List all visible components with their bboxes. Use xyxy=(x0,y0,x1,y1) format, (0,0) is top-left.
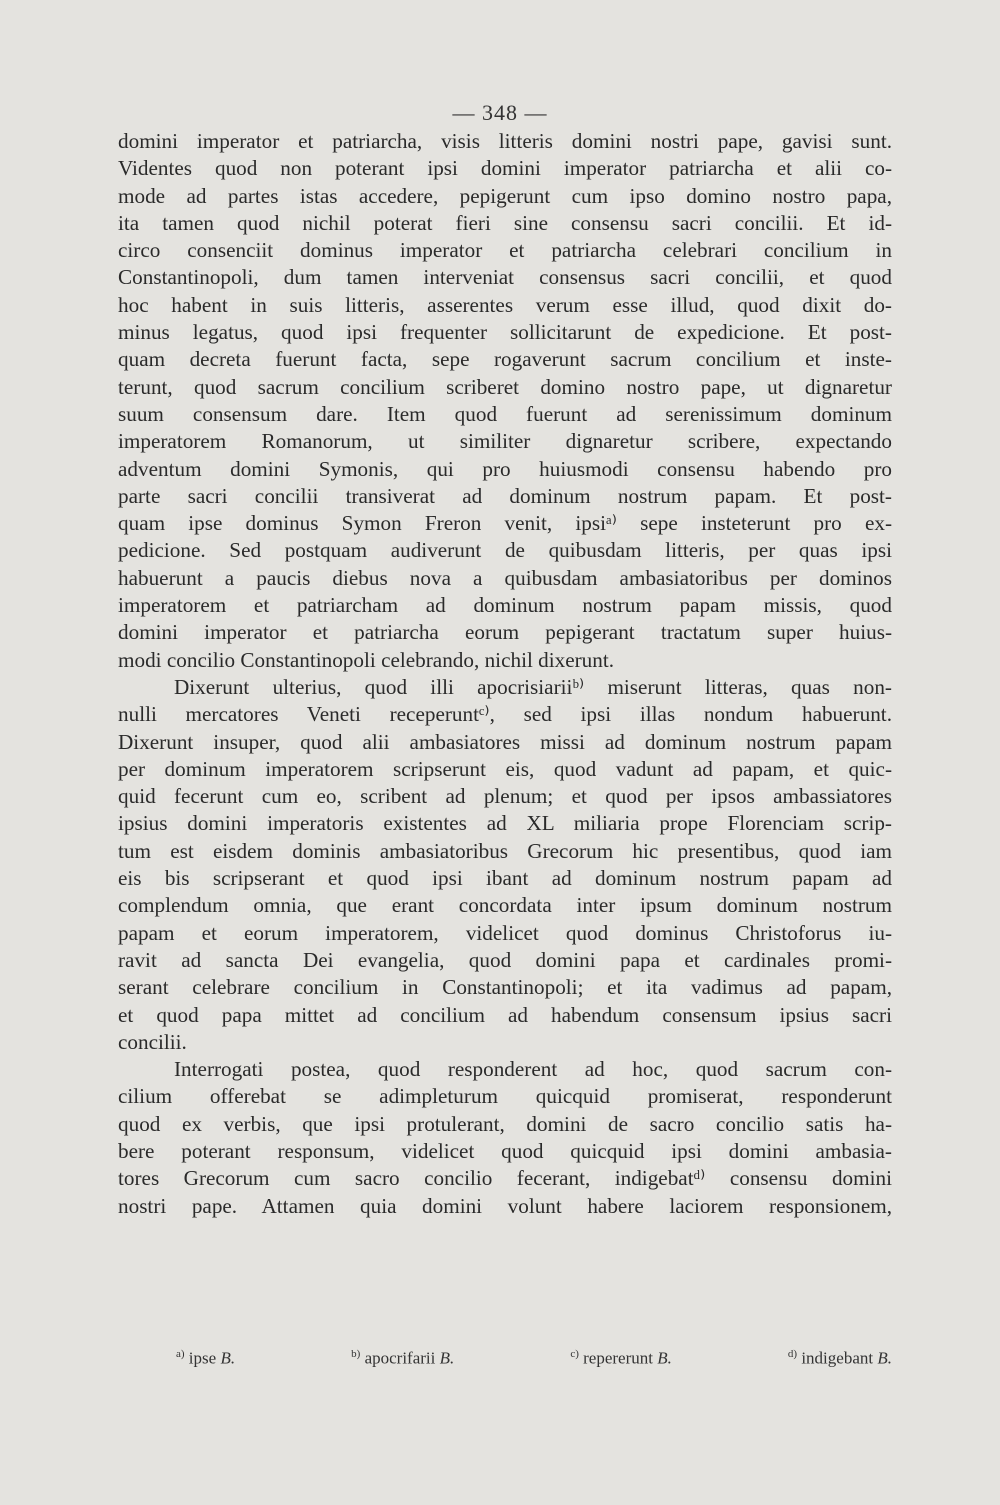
text-line: quid fecerunt cum eo, scribent ad plenum; et quod per ipsos ambassiatores xyxy=(118,784,892,809)
text-line: quod ex verbis, que ipsi protulerant, domini de sacro concilio satis ha- xyxy=(118,1111,892,1136)
footnote xyxy=(570,1348,672,1369)
text-line: imperatorem et patriarcham ad dominum nostrum papam missis, quod xyxy=(118,593,892,618)
text-line: complendum omnia, que erant concordata inter ipsum dominum nostrum xyxy=(118,893,892,918)
text-line: tum est eisdem dominis ambasiatoribus Grecorum hic presentibus, quod iam xyxy=(118,838,892,863)
text-line: ipsius domini imperatoris existentes ad XL miliaria prope Florenciam scrip- xyxy=(118,811,892,836)
footnote-source: B. xyxy=(439,1348,455,1368)
text-line: papam et eorum imperatorem, videlicet quod dominus Christoforus iu- xyxy=(118,920,892,945)
text-line: Dixerunt insuper, quod alii ambasiatores missi ad dominum nostrum papam xyxy=(118,729,892,754)
text-line: et quod papa mittet ad concilium ad habendum consensum ipsius sacri xyxy=(118,1002,892,1027)
footnote xyxy=(176,1348,235,1369)
text-line: habuerunt a paucis diebus nova a quibusdam ambasiatoribus per dominos xyxy=(118,565,892,590)
text-line: Interrogati postea, quod responderent ad hoc, quod sacrum con- xyxy=(174,1057,892,1082)
page-number: — 348 — xyxy=(452,100,548,125)
footnote-source: B. xyxy=(877,1348,892,1368)
text-line: modi concilio Constantinopoli celebrando, nichil dixerunt. xyxy=(118,647,615,672)
body-text xyxy=(118,128,892,1220)
footnotes xyxy=(176,1348,892,1369)
footnote-text: indigebant xyxy=(797,1348,878,1368)
text-line: Constantinopoli, dum tamen interveniat consensus sacri concilii, et quod xyxy=(118,265,892,290)
footnote-text: apocrifarii xyxy=(360,1348,440,1368)
text-line: ravit ad sancta Dei evangelia, quod domini papa et cardinales promi- xyxy=(118,947,892,972)
text-line: ita tamen quod nichil poterat fieri sine consensu sacri concilii. Et id- xyxy=(118,210,892,235)
text-line: quam decreta fuerunt facta, sepe rogaverunt sacrum concilium et inste- xyxy=(118,347,892,372)
footnote-text: repererunt xyxy=(578,1348,658,1368)
footnote-mark: d) xyxy=(787,1348,798,1360)
text-line: hoc habent in suis litteris, asserentes verum esse illud, quod dixit do- xyxy=(118,292,892,317)
footnote-source: B. xyxy=(220,1348,236,1368)
text-line: serant celebrare concilium in Constantinopoli; et ita vadimus ad papam, xyxy=(118,975,892,1000)
text-line: concilii. xyxy=(118,1029,187,1054)
text-line: domini imperator et patriarcha, visis litteris domini nostri pape, gavisi sunt. xyxy=(118,129,892,153)
text-line: adventum domini Symonis, qui pro huiusmodi consensu habendo pro xyxy=(118,456,892,481)
footnote-mark: c) xyxy=(570,1348,579,1360)
text-line: nulli mercatores Veneti receperuntᶜ⁾, sed ipsi illas nondum habuerunt. xyxy=(118,702,892,727)
footnote-mark: b) xyxy=(351,1348,361,1360)
footnote-mark: a) xyxy=(176,1348,185,1360)
text-line: per dominum imperatorem scripserunt eis, quod vadunt ad papam, et quic- xyxy=(118,756,892,781)
text-line: suum consensum dare. Item quod fuerunt ad serenissimum dominum xyxy=(118,401,892,426)
text-line: domini imperator et patriarcha eorum pepigerant tractatum super huius- xyxy=(118,620,892,645)
text-line: nostri pape. Attamen quia domini volunt habere laciorem responsionem, xyxy=(118,1193,892,1218)
text-line: parte sacri concilii transiverat ad dominum nostrum papam. Et post- xyxy=(118,483,892,508)
text-line: minus legatus, quod ipsi frequenter sollicitarunt de expedicione. Et post- xyxy=(118,320,892,345)
text-line: Videntes quod non poterant ipsi domini imperator patriarcha et alii co- xyxy=(118,156,892,181)
text-line: Dixerunt ulterius, quod illi apocrisiariiᵇ⁾ miserunt litteras, quas non- xyxy=(174,674,892,699)
footnote-text: ipse xyxy=(184,1348,221,1368)
text-line: tores Grecorum cum sacro concilio fecerant, indigebatᵈ⁾ consensu domini xyxy=(118,1166,892,1191)
footnote-source: B. xyxy=(657,1348,672,1368)
footnote xyxy=(351,1348,454,1369)
text-line: terunt, quod sacrum concilium scriberet domino nostro pape, ut dignaretur xyxy=(118,374,892,399)
text-line: imperatorem Romanorum, ut similiter dignaretur scribere, expectando xyxy=(118,429,892,454)
text-line: pedicione. Sed postquam audiverunt de quibusdam litteris, per quas ipsi xyxy=(118,538,892,563)
text-line: bere poterant responsum, videlicet quod quicquid ipsi domini ambasia- xyxy=(118,1138,892,1163)
text-line: cilium offerebat se adimpleturum quicquid promiserat, responderunt xyxy=(118,1084,892,1109)
text-line: eis bis scripserant et quod ipsi ibant ad dominum nostrum papam ad xyxy=(118,866,892,891)
footnote xyxy=(788,1348,892,1369)
text-line: mode ad partes istas accedere, pepigerunt cum ipso domino nostro papa, xyxy=(118,183,892,208)
text-line: quam ipse dominus Symon Freron venit, ipsiᵃ⁾ sepe insteterunt pro ex- xyxy=(118,511,892,536)
text-line: circo consenciit dominus imperator et patriarcha celebrari concilium in xyxy=(118,238,892,263)
